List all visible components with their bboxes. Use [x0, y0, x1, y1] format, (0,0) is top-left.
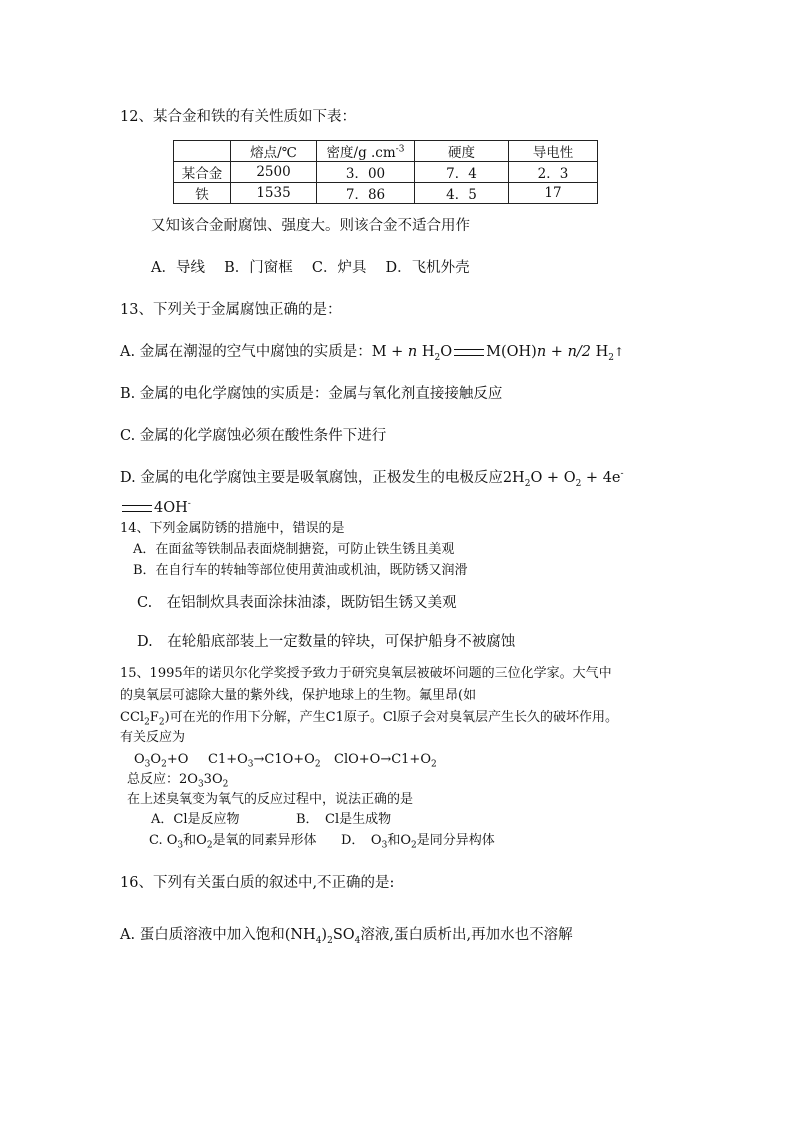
table-header-cell — [317, 141, 415, 162]
q16-option-a — [120, 926, 573, 944]
formula-o: D． O — [341, 833, 382, 848]
formula-o: O — [134, 752, 145, 767]
option-a-text: A. 蛋白质溶液中加入饱和(NH — [120, 927, 316, 943]
table-cell: 4．5 — [415, 183, 509, 204]
q14-option-b: B．在自行车的转轴等部位使用黄油或机油，既防锈又润滑 — [133, 563, 468, 578]
formula-o: O — [440, 344, 453, 360]
table-cell: 7．86 — [317, 183, 415, 204]
q15-question: 在上述臭氧变为氧气的反应过程中，说法正确的是 — [127, 792, 414, 807]
line-3-text: )可在光的作用下分解，产生C1原子。Cl原子会对臭氧层产生长久的破坏作用。 — [164, 710, 618, 725]
q15-line-3 — [120, 709, 618, 727]
q16-stem: 16、下列有关蛋白质的叙述中,不正确的是: — [120, 875, 395, 891]
italic-n-over-2: n/2 — [567, 344, 592, 360]
table-cell: 3．00 — [317, 162, 415, 183]
q13-option-d — [120, 469, 624, 487]
q14-option-a: A．在面盆等铁制品表面烧制搪瓷，可防止铁生锈且美观 — [133, 542, 455, 557]
formula-paren: ) — [321, 927, 328, 943]
formula-so: SO — [332, 927, 355, 943]
formula-f: F — [149, 710, 159, 725]
formula-o: O — [150, 752, 162, 767]
formula-o: 和O — [183, 833, 207, 848]
q15-reaction-1 — [134, 751, 188, 769]
subscript: 2 — [411, 840, 417, 851]
option-a-tail: 溶液,蛋白质析出,再加水也不溶解 — [360, 927, 573, 943]
q12-stem: 12、某合金和铁的有关性质如下表： — [120, 109, 356, 125]
table-row — [174, 183, 598, 204]
table-header-row — [174, 141, 598, 162]
q13-option-b: B. 金属的电化学腐蚀的实质是：金属与氧化剂直接接触反应 — [120, 386, 503, 402]
subscript: 3 — [177, 840, 184, 851]
formula-h: H — [417, 344, 435, 360]
subscript: 2 — [524, 478, 531, 489]
formula-clo: ClO+O→C1+O — [334, 752, 431, 767]
subscript: 2 — [434, 352, 441, 363]
formula-o: 3O — [203, 772, 223, 787]
subscript: 2 — [575, 478, 582, 489]
q13-stem: 13、下列关于金属腐蚀正确的是： — [120, 302, 342, 318]
italic-n: n — [536, 344, 547, 360]
q15-option-c — [149, 832, 317, 850]
table-cell: 2500 — [231, 162, 317, 183]
superscript: - — [187, 499, 191, 510]
header-hardness: 硬度 — [448, 145, 475, 161]
total-reaction-text: 总反应：2O — [127, 772, 198, 787]
equals-arrow-icon — [122, 505, 152, 512]
q15-line-2: 的臭氧层可滤除大量的紫外线，保护地球上的生物。氟里昂(如 — [120, 688, 477, 703]
q14-option-d: D. 在轮船底部装上一定数量的锌块，可保护船身不被腐蚀 — [137, 634, 516, 650]
q15-reaction-2 — [208, 751, 321, 769]
subscript: 2 — [222, 779, 229, 790]
table-cell: 铁 — [174, 183, 231, 204]
subscript: 2 — [327, 935, 333, 946]
subscript: 2 — [144, 717, 150, 728]
formula-plus-o: +O — [166, 752, 189, 767]
table-cell: 17 — [509, 183, 598, 204]
subscript: 4 — [315, 935, 322, 946]
italic-n: n — [407, 344, 418, 360]
formula-o: 和O — [387, 833, 411, 848]
q15-line-4: 有关反应为 — [120, 730, 186, 745]
q13-option-d-product — [120, 499, 191, 517]
table-cell: 某合金 — [174, 162, 231, 183]
header-conductivity: 导电性 — [532, 145, 574, 161]
q15-option-d — [341, 832, 495, 850]
subscript: 3 — [197, 779, 204, 790]
formula-m-oh: M(OH) — [486, 344, 537, 360]
table-row — [174, 162, 598, 183]
alloy-iron-properties-table — [173, 140, 598, 204]
q14-stem: 14、下列金属防锈的措施中，错误的是 — [120, 521, 345, 536]
q13-option-c: C. 金属的化学腐蚀必须在酸性条件下进行 — [120, 428, 387, 444]
table-header-cell — [415, 141, 509, 162]
equals-arrow-icon — [454, 349, 484, 356]
formula-clo-o: →C1O+O — [253, 752, 315, 767]
superscript: - — [620, 469, 624, 480]
q15-total-reaction — [127, 771, 228, 789]
formula-h: H — [591, 344, 609, 360]
q15-option-a: A．Cl是反应物 — [151, 812, 240, 827]
plus-sign: + — [546, 344, 568, 360]
q12-options: A．导线 B．门窗框 C．炉具 D．飞机外壳 — [151, 260, 470, 276]
subscript: 2 — [161, 759, 167, 770]
subscript: 3 — [144, 759, 151, 770]
option-d-text: D. 金属的电化学腐蚀主要是吸氧腐蚀，正极发生的电极反应2H — [120, 470, 525, 486]
formula-electrons: + 4e — [581, 470, 621, 486]
subscript: 2 — [608, 352, 615, 363]
option-c-text: 是氧的同素异形体 — [212, 833, 317, 848]
table-header-cell — [231, 141, 317, 162]
density-exponent: -3 — [395, 144, 405, 155]
option-a-text: A. 金属在潮湿的空气中腐蚀的实质是：M + — [120, 344, 408, 360]
formula-ccl: CCl — [120, 710, 145, 725]
gas-up-arrow-icon: ↑ — [614, 345, 625, 359]
subscript: 3 — [247, 759, 254, 770]
q15-option-b: B． Cl是生成物 — [296, 812, 392, 827]
q15-line-1: 15、1995年的诺贝尔化学奖授予致力于研究臭氧层被破坏问题的三位化学家。大气中 — [120, 666, 612, 681]
formula-o: O + O — [530, 470, 576, 486]
table-header-cell — [174, 141, 231, 162]
q15-reaction-3 — [334, 751, 437, 769]
q13-option-a — [120, 343, 624, 361]
subscript: 2 — [206, 840, 213, 851]
subscript: 3 — [381, 840, 388, 851]
q12-note: 又知该合金耐腐蚀、强度大。则该合金不适合用作 — [151, 218, 470, 234]
formula-cl-o: C1+O — [208, 752, 248, 767]
formula-oh: 4OH — [154, 500, 188, 516]
table-header-cell — [509, 141, 598, 162]
formula-o: C. O — [149, 833, 178, 848]
option-d-text: 是同分异构体 — [416, 833, 495, 848]
table-cell: 1535 — [231, 183, 317, 204]
subscript: 2 — [430, 759, 437, 770]
table-cell: 2．3 — [509, 162, 598, 183]
subscript: 2 — [158, 717, 165, 728]
header-density: 密度/g .cm — [326, 145, 396, 161]
table-cell: 7．4 — [415, 162, 509, 183]
subscript: 2 — [314, 759, 321, 770]
header-melting-point: 熔点/℃ — [250, 145, 297, 161]
q14-option-c: C. 在铝制炊具表面涂抹油漆，既防铝生锈又美观 — [137, 595, 457, 611]
subscript: 4 — [354, 935, 361, 946]
